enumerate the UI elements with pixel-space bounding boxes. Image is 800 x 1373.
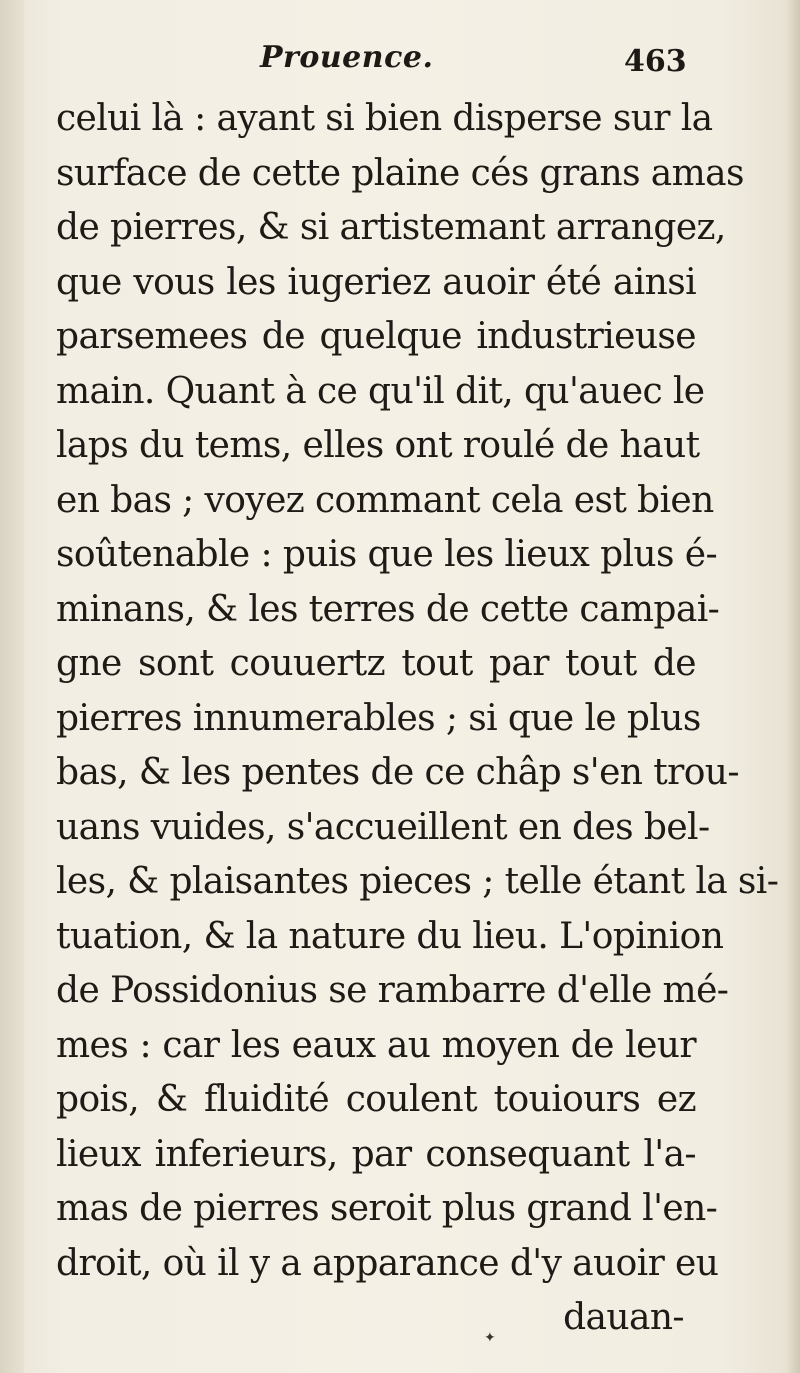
text-line: gne sont couuertz tout par tout de <box>56 643 696 684</box>
catchword: dauan- <box>563 1297 684 1338</box>
text-line: lieux inferieurs, par consequant l'a- <box>56 1133 696 1175</box>
page-edge <box>786 0 800 1373</box>
page-number: 463 <box>624 44 687 79</box>
text-line: pois, & fluidité coulent touiours ez <box>56 1079 696 1120</box>
text-line: les, & plaisantes pieces ; telle étant la si- <box>56 861 779 902</box>
text-line: celui là : ayant si bien disperse sur la <box>56 98 713 139</box>
text-line: uans vuides, s'accueillent en des bel- <box>56 806 710 848</box>
text-line: pierres innumerables ; si que le plus <box>56 697 701 739</box>
page-header <box>0 40 800 84</box>
body-text <box>56 92 779 1346</box>
text-line: laps du tems, elles ont roulé de haut <box>56 425 700 466</box>
text-line: que vous les iugeriez auoir été ainsi <box>56 261 696 303</box>
text-line: bas, & les pentes de ce châp s'en trou- <box>56 752 739 793</box>
text-line: surface de cette plaine cés grans amas <box>56 152 744 194</box>
page-gutter <box>0 0 24 1373</box>
text-line: de Possidonius se rambarre d'elle mé- <box>56 970 729 1011</box>
ink-speck-icon: ✦ <box>484 1330 496 1346</box>
text-line: mas de pierres seroit plus grand l'en- <box>56 1188 718 1229</box>
text-line: parsemees de quelque industrieuse <box>56 316 696 357</box>
text-line: soûtenable : puis que les lieux plus é- <box>56 534 718 575</box>
text-line: de pierres, & si artistemant arrangez, <box>56 207 726 248</box>
text-line: mes : car les eaux au moyen de leur <box>56 1024 696 1066</box>
text-line: tuation, & la nature du lieu. L'opinion <box>56 915 724 957</box>
running-title: Prouence. <box>260 40 434 75</box>
text-line: en bas ; voyez commant cela est bien <box>56 479 714 521</box>
text-line: droit, où il y a apparance d'y auoir eu <box>56 1242 719 1284</box>
text-line: minans, & les terres de cette campai- <box>56 588 720 630</box>
text-line: main. Quant à ce qu'il dit, qu'auec le <box>56 370 705 412</box>
